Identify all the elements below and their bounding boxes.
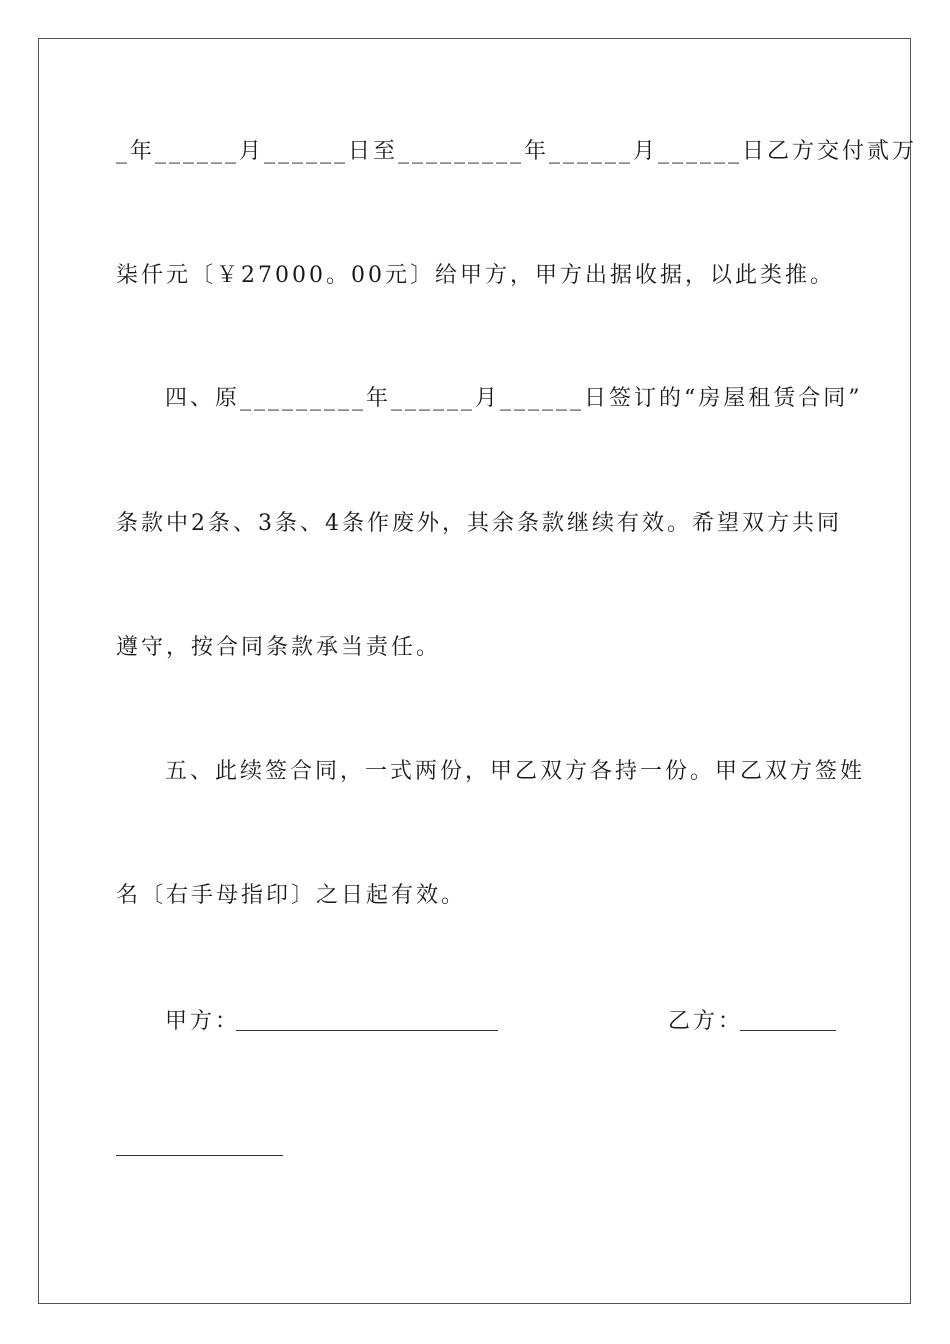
clause-five-line-2: 名〔右手母指印〕之日起有效。 (116, 883, 467, 908)
clause-four-line-2: 条款中2条、3条、4条作废外，其余条款继续有效。希望双方共同 (116, 511, 842, 536)
text-line-2: 柒仟元〔￥27000。00元〕给甲方，甲方出据收据，以此类推。 (116, 263, 835, 288)
page-border (38, 38, 918, 1304)
party-b-signature-line-continued (116, 1155, 283, 1156)
party-b-signature-line (740, 1030, 836, 1031)
clause-four-line-1: 四、原_________年______月______日签订的“房屋租赁合同” (165, 386, 863, 411)
clause-five-line-1: 五、此续签合同，一式两份，甲乙双方各持一份。甲乙双方签姓 (165, 759, 866, 784)
text-line-1: _年______月______日至_________年______月______日乙方交付贰万 (116, 139, 918, 164)
party-b-label: 乙方： (668, 1009, 744, 1034)
party-a-label: 甲方： (165, 1009, 241, 1034)
party-a-signature-line (236, 1030, 498, 1031)
clause-four-line-3: 遵守，按合同条款承当责任。 (116, 635, 442, 660)
